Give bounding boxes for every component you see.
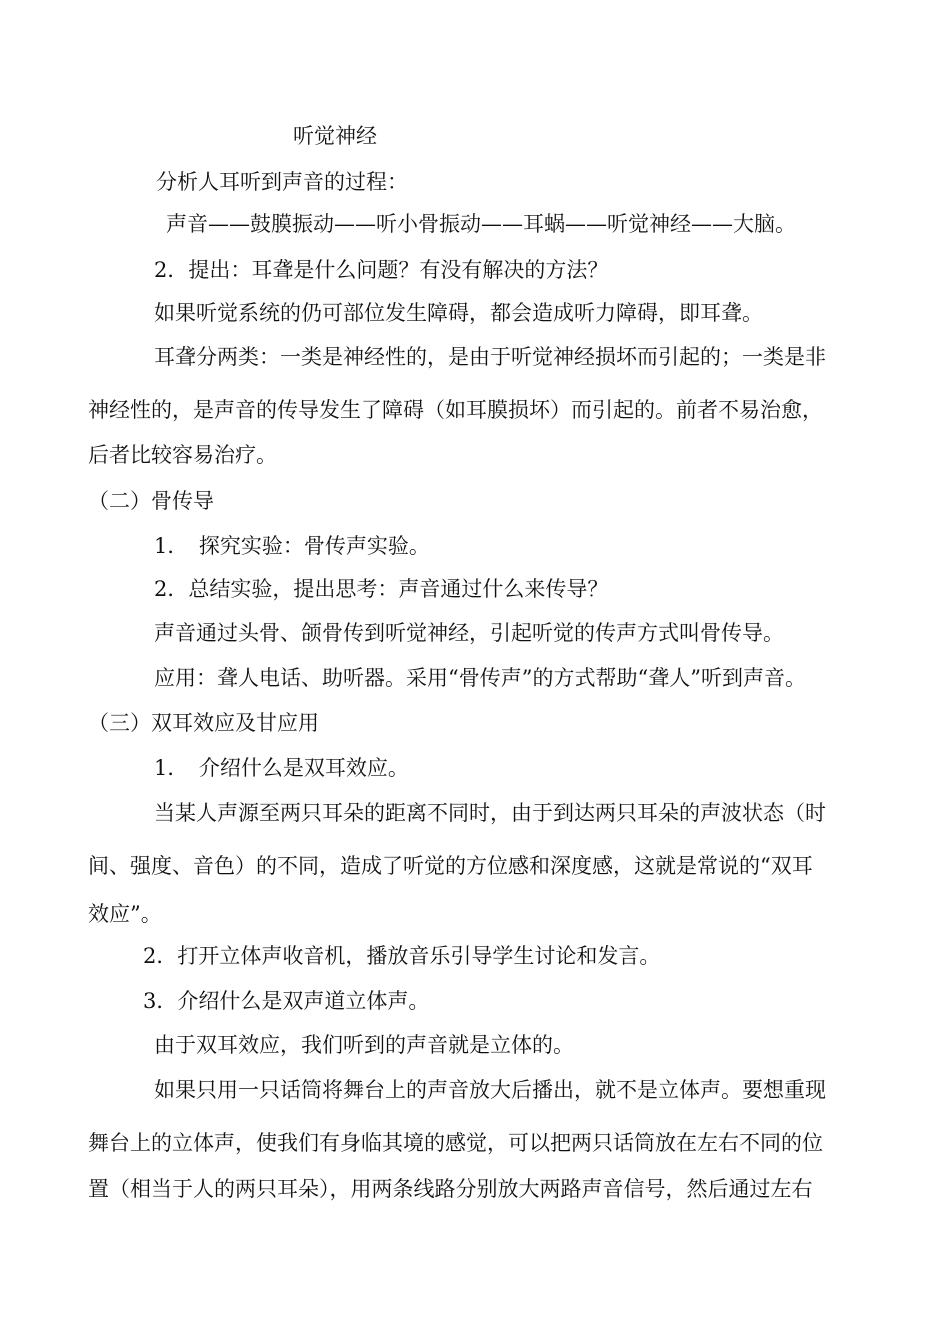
text-line-15: 1． 介绍什么是双耳效应。 [154, 756, 409, 780]
text-line-6: 耳聋分两类：一类是神经性的，是由于听觉神经损坏而引起的；一类是非 [154, 345, 826, 369]
text-line-2: 分析人耳听到声音的过程： [156, 170, 408, 194]
text-line-23: 舞台上的立体声，使我们有身临其境的感觉，可以把两只话筒放在左右不同的位 [88, 1131, 823, 1155]
text-line-8: 后者比较容易治疗。 [88, 443, 277, 467]
text-line-16: 当某人声源至两只耳朵的距离不同时，由于到达两只耳朵的声波状态（时 [154, 801, 826, 825]
text-line-4: 2．提出：耳聋是什么问题？有没有解决的方法？ [154, 258, 609, 282]
text-line-17: 间、强度、音色）的不同，造成了听觉的方位感和深度感，这就是常说的“双耳 [88, 854, 813, 878]
text-line-18: 效应”。 [88, 902, 162, 926]
text-line-21: 由于双耳效应，我们听到的声音就是立体的。 [154, 1033, 574, 1057]
text-line-12: 声音通过头骨、颌骨传到听觉神经，引起听觉的传声方式叫骨传导。 [154, 621, 784, 645]
text-line-3: 声音——鼓膜振动——听小骨振动——耳蜗——听觉神经——大脑。 [166, 212, 796, 236]
text-line-22: 如果只用一只话筒将舞台上的声音放大后播出，就不是立体声。要想重现 [154, 1078, 826, 1102]
text-line-10: 1． 探究实验：骨传声实验。 [154, 534, 430, 558]
text-line-7: 神经性的，是声音的传导发生了障碍（如耳膜损坏）而引起的。前者不易治愈， [88, 398, 823, 422]
text-line-20: 3．介绍什么是双声道立体声。 [143, 989, 430, 1013]
section-heading-binaural-effect: （三）双耳效应及甘应用 [88, 711, 319, 735]
text-line-5: 如果听觉系统的仍可部位发生障碍，都会造成听力障碍，即耳聋。 [154, 301, 763, 325]
text-line-11: 2．总结实验，提出思考：声音通过什么来传导？ [154, 577, 609, 601]
text-line-1: 听觉神经 [293, 124, 377, 148]
text-line-19: 2．打开立体声收音机，播放音乐引导学生讨论和发言。 [143, 944, 661, 968]
text-line-13: 应用：聋人电话、助听器。采用“骨传声”的方式帮助“聋人”听到声音。 [154, 666, 806, 690]
section-heading-bone-conduction: （二）骨传导 [88, 489, 214, 513]
text-line-24: 置（相当于人的两只耳朵），用两条线路分别放大两路声音信号，然后通过左右 [88, 1177, 813, 1201]
